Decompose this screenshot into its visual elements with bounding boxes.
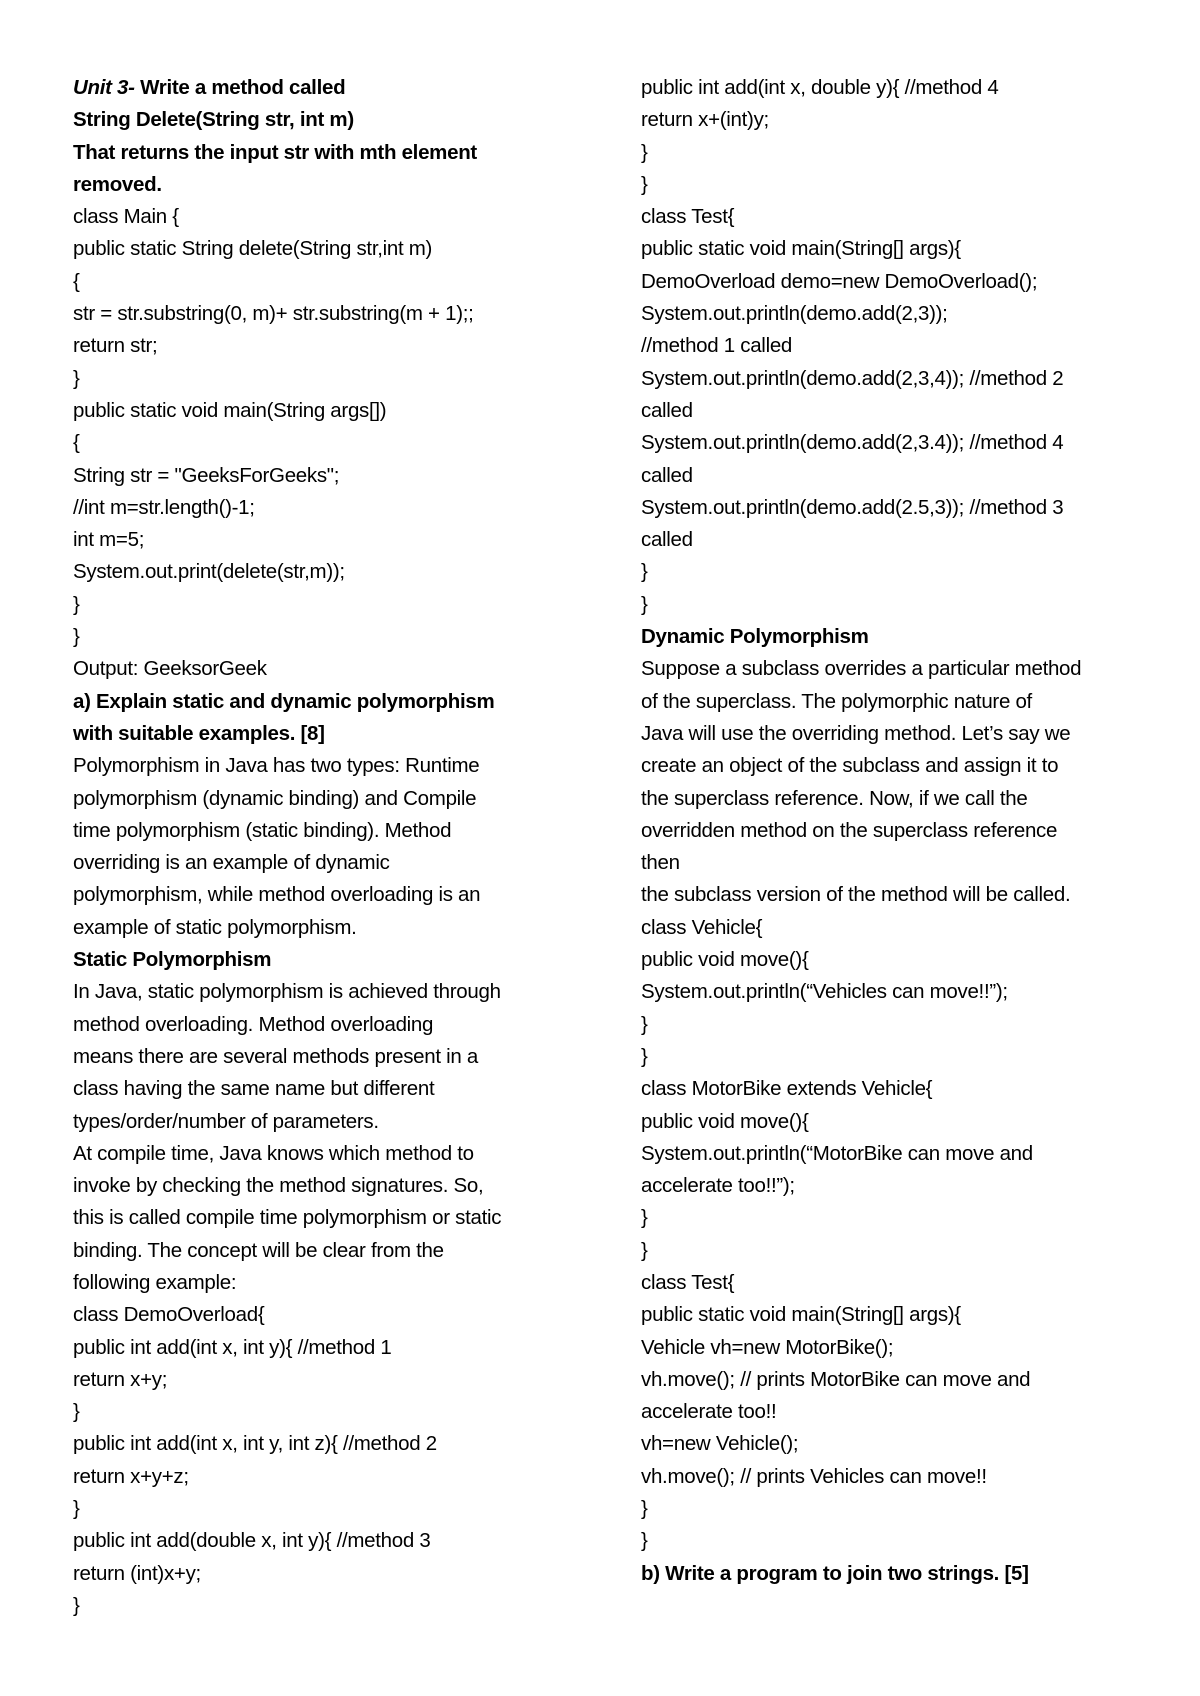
text-line: } [73,592,80,616]
text-line: Vehicle vh=new MotorBike(); [641,1335,894,1359]
text-line: class Test{ [641,1270,735,1294]
text-line: Suppose a subclass overrides a particular method [641,657,1082,681]
text-line: accelerate too!!”); [641,1174,795,1198]
text-line: str = str.substring(0, m)+ str.substring(m + 1);; [73,302,474,326]
text-line: return (int)x+y; [73,1561,201,1585]
text-line: } [641,140,648,164]
text-line: } [641,560,648,584]
text-line: { [73,269,80,293]
text-line: class DemoOverload{ [73,1303,265,1327]
text-line: return x+(int)y; [641,108,769,132]
text-line: return str; [73,334,158,358]
text-line: invoke by checking the method signatures. So, [73,1174,484,1198]
text-line: following example: [73,1270,237,1294]
text-line: In Java, static polymorphism is achieved through [73,980,501,1004]
unit-heading-text: Write a method called [134,76,346,99]
text-line: DemoOverload demo=new DemoOverload(); [641,269,1038,293]
text-line: called [641,398,693,422]
text-line: overridden method on the superclass reference [641,818,1058,842]
unit-heading [73,72,593,104]
text-line: } [641,1206,648,1230]
text-line: vh=new Vehicle(); [641,1432,799,1456]
text-line: time polymorphism (static binding). Method [73,818,452,842]
text-line: } [73,1400,80,1424]
text-line: System.out.println(demo.add(2,3.4)); //method 4 [641,431,1064,455]
heading-line: b) Write a program to join two strings. [5] [641,1561,1029,1585]
text-line: public void move(){ [641,1109,809,1133]
text-line: } [641,592,648,616]
heading-line: removed. [73,172,162,196]
heading-line: Dynamic Polymorphism [641,625,869,649]
text-line: polymorphism (dynamic binding) and Compile [73,786,477,810]
text-line: public void move(){ [641,948,809,972]
text-line: String str = "GeeksForGeeks"; [73,463,340,487]
unit-label: Unit 3- [73,76,135,99]
text-line: then [641,851,680,875]
text-line: } [73,366,80,390]
text-line: method overloading. Method overloading [73,1012,434,1036]
right-column [641,72,1161,1590]
text-line: return x+y; [73,1367,168,1391]
text-line: At compile time, Java knows which method to [73,1141,474,1165]
text-line: vh.move(); // prints MotorBike can move and [641,1367,1031,1391]
text-line: System.out.println(“Vehicles can move!!”); [641,980,1008,1004]
text-line: the subclass version of the method will be called. [641,883,1071,907]
left-column [73,72,593,1622]
text-line: } [641,1238,648,1262]
right-column-lines [641,72,1161,1590]
text-line: public static void main(String args[]) [73,398,387,422]
text-line: Polymorphism in Java has two types: Runtime [73,754,480,778]
text-line: Output: GeeksorGeek [73,657,267,681]
heading-line: a) Explain static and dynamic polymorphism [73,689,495,713]
text-line: System.out.println(demo.add(2,3,4)); //method 2 [641,366,1064,390]
text-line: } [73,1497,80,1521]
text-line: class having the same name but different [73,1077,435,1101]
text-line: Java will use the overriding method. Let’s say we [641,721,1071,745]
heading-line: String Delete(String str, int m) [73,108,354,132]
text-line: public static void main(String[] args){ [641,1303,961,1327]
text-line: types/order/number of parameters. [73,1109,379,1133]
text-line: System.out.println(demo.add(2,3)); [641,302,948,326]
heading-line: with suitable examples. [8] [73,721,325,745]
text-line: } [641,1044,648,1068]
text-line: { [73,431,80,455]
text-line: return x+y+z; [73,1464,189,1488]
text-line: public static String delete(String str,int m) [73,237,433,261]
text-line: public int add(int x, int y, int z){ //method 2 [73,1432,437,1456]
text-line: public static void main(String[] args){ [641,237,961,261]
text-line: public int add(double x, int y){ //method 3 [73,1529,431,1553]
text-line: the superclass reference. Now, if we call the [641,786,1028,810]
text-line: polymorphism, while method overloading is an [73,883,481,907]
heading-line: That returns the input str with mth element [73,140,477,164]
text-line: class Main { [73,205,179,229]
text-line: } [73,1593,80,1617]
text-line: } [641,1012,648,1036]
text-line: } [641,1529,648,1553]
text-line: called [641,463,693,487]
text-line: class Test{ [641,205,735,229]
text-line: //method 1 called [641,334,793,358]
text-line: } [73,625,80,649]
text-line: System.out.print(delete(str,m)); [73,560,345,584]
text-line: class MotorBike extends Vehicle{ [641,1077,933,1101]
heading-line: Static Polymorphism [73,948,272,972]
text-line: public int add(int x, int y){ //method 1 [73,1335,392,1359]
text-line: } [641,1497,648,1521]
text-line: this is called compile time polymorphism or static [73,1206,502,1230]
text-line: //int m=str.length()-1; [73,495,255,519]
text-line: create an object of the subclass and assign it to [641,754,1059,778]
text-line: } [641,172,648,196]
text-line: System.out.println(“MotorBike can move and [641,1141,1033,1165]
text-line: vh.move(); // prints Vehicles can move!! [641,1464,987,1488]
text-line: int m=5; [73,528,145,552]
text-line: binding. The concept will be clear from the [73,1238,444,1262]
left-column-lines [73,104,593,1622]
text-line: means there are several methods present in a [73,1044,478,1068]
text-line: accelerate too!! [641,1400,777,1424]
text-line: class Vehicle{ [641,915,763,939]
text-line: overriding is an example of dynamic [73,851,390,875]
text-line: public int add(int x, double y){ //method 4 [641,76,999,99]
text-line: called [641,528,693,552]
text-line: example of static polymorphism. [73,915,357,939]
text-line: of the superclass. The polymorphic nature of [641,689,1032,713]
text-line: System.out.println(demo.add(2.5,3)); //method 3 [641,495,1064,519]
